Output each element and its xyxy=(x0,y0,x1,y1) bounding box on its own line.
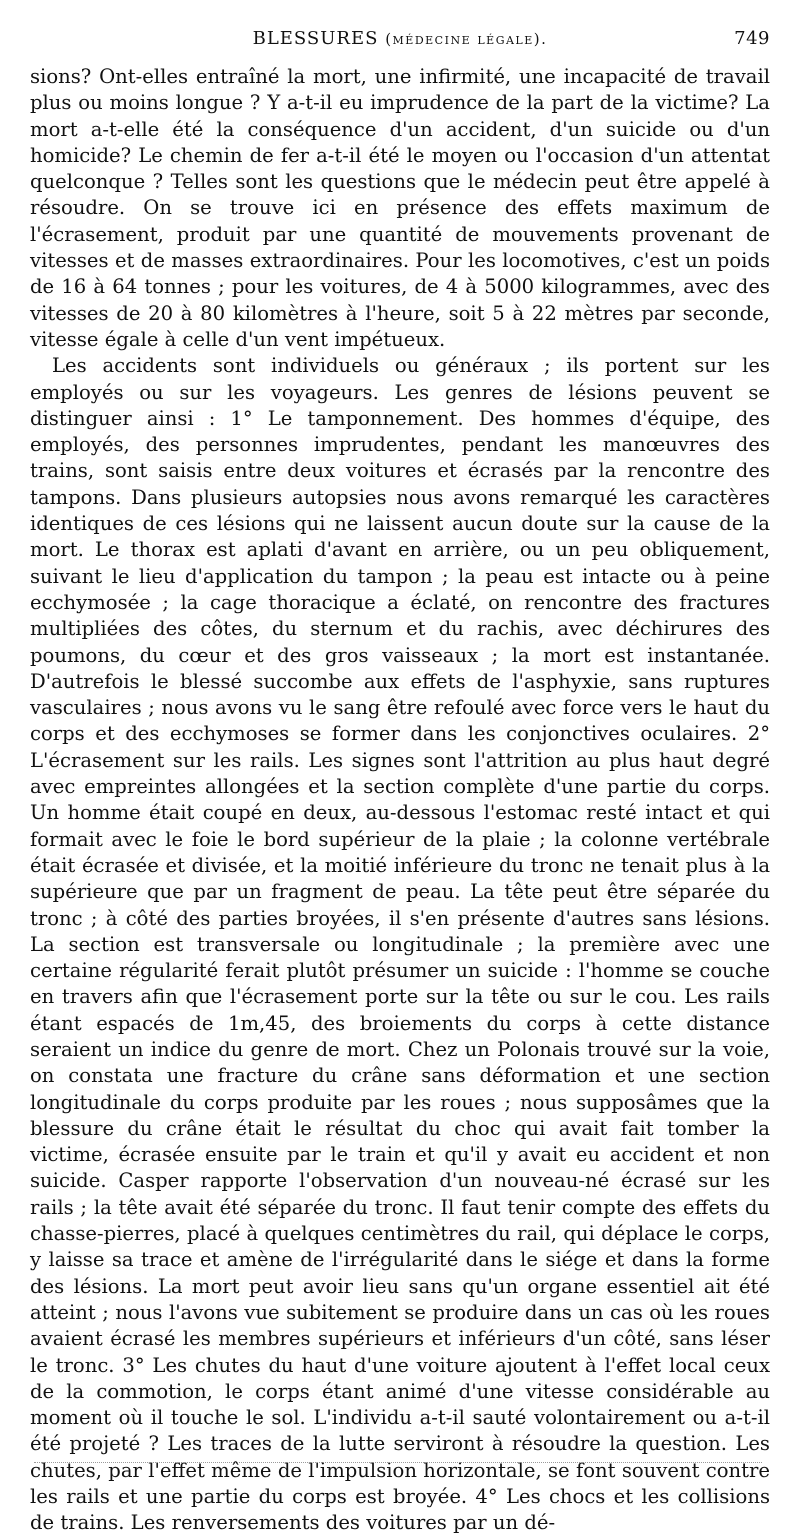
running-head xyxy=(30,28,770,58)
running-title-sub: (médecine légale). xyxy=(385,30,548,48)
footer-dotted-rule xyxy=(34,1462,762,1463)
running-title xyxy=(30,28,770,49)
body-text xyxy=(30,64,770,1537)
running-title-main: BLESSURES xyxy=(252,28,379,49)
paragraph-accidents: Les accidents sont individuels ou généraux ; ils portent sur les employés ou sur les voyageurs. Les genres de lésions peuvent se distinguer ainsi : 1° Le tamponnement. Des hommes d'équipe, des employés, des personnes imprudentes, pendant les manœuvres des trains, sont saisis entre deux voitures et écrasés par la rencontre des tampons. Dans plusieurs autopsies nous avons remarqué les caractères identiques de ces lésions qui ne laissent aucun doute sur la cause de la mort. Le thorax est aplati d'avant en arrière, ou un peu obliquement, suivant le lieu d'application du tampon ; la peau est intacte ou à peine ecchymosée ; la cage thoracique a éclaté, on rencontre des fractures multipliées des côtes, du sternum et du rachis, avec déchirures des poumons, du cœur et des gros vaisseaux ; la mort est instantanée. D'autrefois le blessé succombe aux effets de l'asphyxie, sans ruptures vasculaires ; nous avons vu le sang être refoulé avec force vers le haut du corps et des ecchymoses se former dans les conjonctives oculaires. 2° L'écrasement sur les rails. Les signes sont l'attrition au plus haut degré avec empreintes allongées et la section complète d'une partie du corps. Un homme était coupé en deux, au-dessous l'estomac resté intact et qui formait avec le foie le bord supérieur de la plaie ; la colonne vertébrale était écrasée et divisée, et la moitié inférieure du tronc ne tenait plus à la supérieure que par un fragment de peau. La tête peut être séparée du tronc ; à côté des parties broyées, il s'en présente d'autres sans lésions. La section est transversale ou longitudinale ; la première avec une certaine régularité ferait plutôt présumer un suicide : l'homme se couche en travers afin que l'écrasement porte sur la tête ou sur le cou. Les rails étant espacés de 1m,45, des broiements du corps à cette distance seraient un indice du genre de mort. Chez un Polonais trouvé sur la voie, on constata une fracture du crâne sans déformation et une section longitudinale du corps produite par les roues ; nous supposâmes que la blessure du crâne était le résultat du choc qui avait fait tomber la victime, écrasée ensuite par le train et qu'il y avait eu accident et non suicide. Casper rapporte l'observation d'un nouveau-né écrasé sur les rails ; la tête avait été séparée du tronc. Il faut tenir compte des effets du chasse-pierres, placé à quelques centimètres du rail, qui déplace le corps, y laisse sa trace et amène de l'irrégularité dans le siége et dans la forme des lésions. La mort peut avoir lieu sans qu'un organe essentiel ait été atteint ; nous l'avons vue subitement se produire dans un cas où les roues avaient écrasé les membres supérieurs et inférieurs d'un côté, sans léser le tronc. 3° Les chutes du haut d'une voiture ajoutent à l'effet local ceux de la commotion, le corps étant animé d'une vitesse considérable au moment où il touche le sol. L'individu a-t-il sauté volontairement ou a-t-il été projeté ? Les traces de la lutte serviront à résoudre la question. Les chutes, par l'effet même de l'impulsion horizontale, se font souvent contre les rails et une partie du corps est broyée. 4° Les chocs et les collisions de trains. Les renversements des voitures par un dé- xyxy=(30,354,770,1535)
page-number: 749 xyxy=(734,28,770,49)
paragraph-continued: sions? Ont-elles entraîné la mort, une infirmité, une incapacité de travail plus ou moins longue ? Y a-t-il eu imprudence de la part de la victime? La mort a-t-elle été la conséquence d'un accident, d'un suicide ou d'un homicide? Le chemin de fer a-t-il été le moyen ou l'occasion d'un attentat quelconque ? Telles sont les questions que le médecin peut être appelé à résoudre. On se trouve ici en présence des effets maximum de l'écrasement, produit par une quantité de mouvements provenant de vitesses et de masses extraordinaires. Pour les locomotives, c'est un poids de 16 à 64 tonnes ; pour les voitures, de 4 à 5000 kilogrammes, avec des vitesses de 20 à 80 kilomètres à l'heure, soit 5 à 22 mètres par seconde, vitesse égale à celle d'un vent impétueux. xyxy=(30,65,770,351)
document-page xyxy=(30,28,770,1537)
